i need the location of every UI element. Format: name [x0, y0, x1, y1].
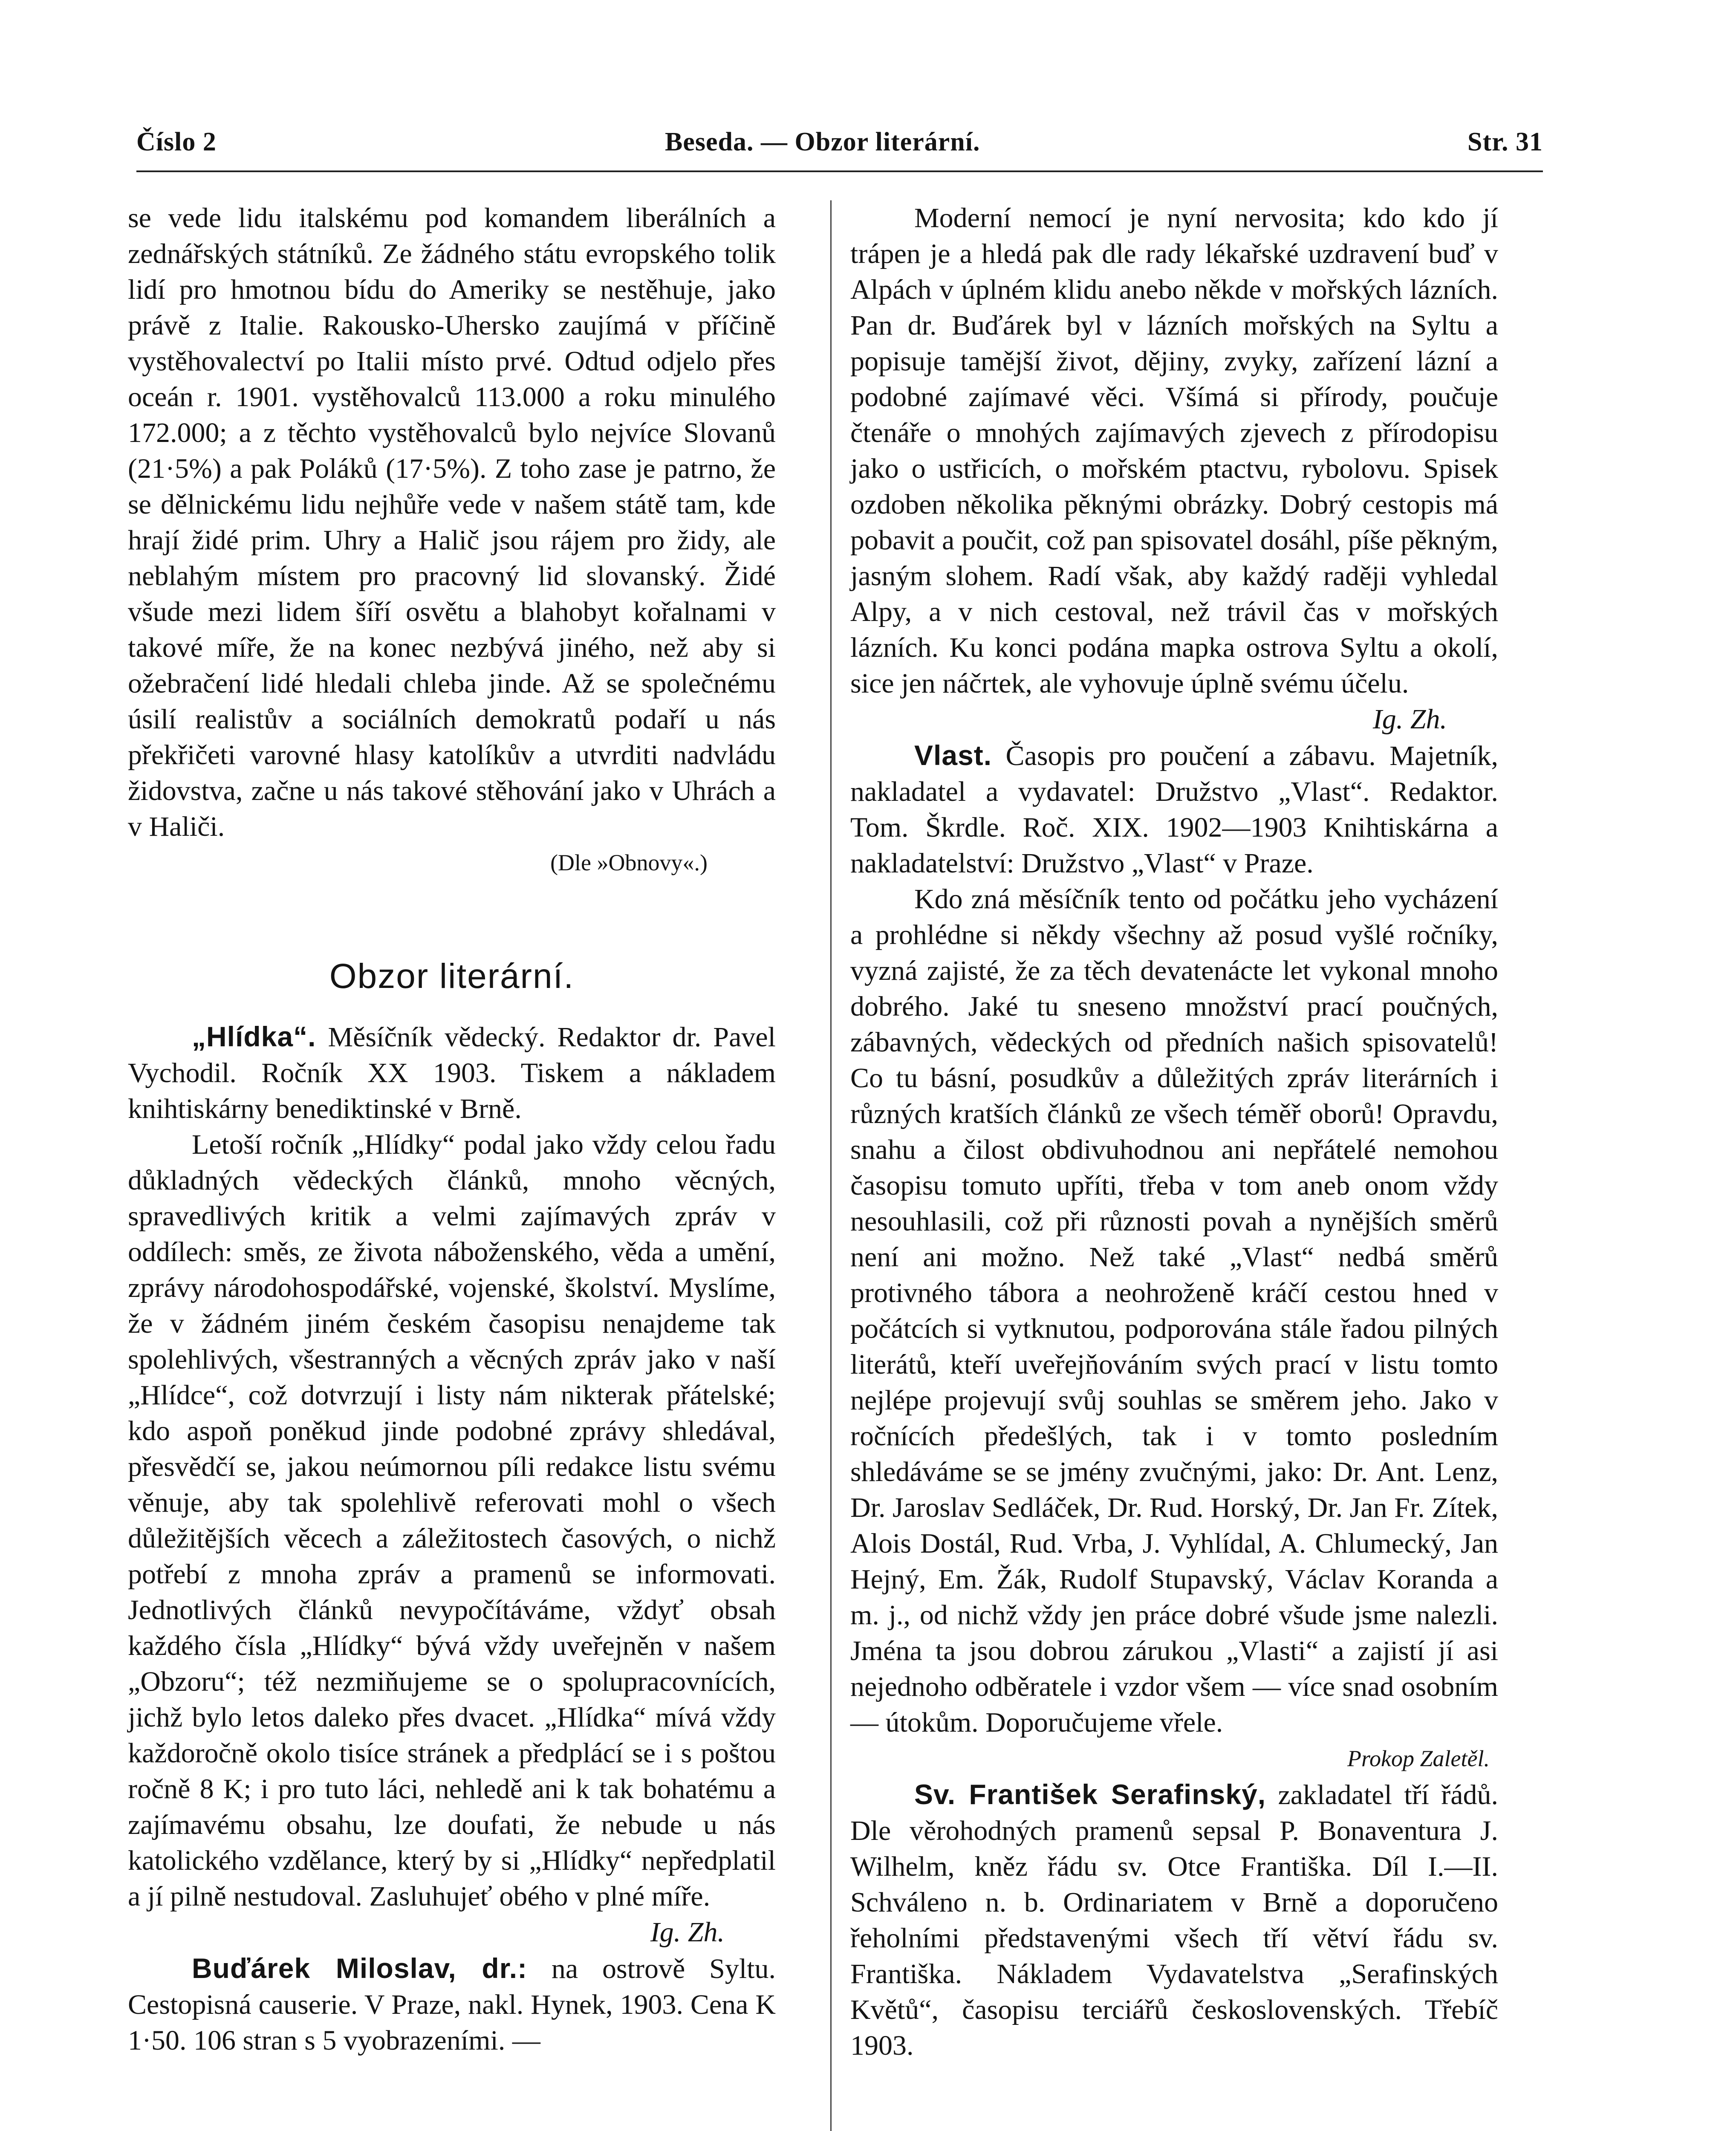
- budarek-review-heading: [128, 1950, 776, 2059]
- right-column: [850, 200, 1498, 2064]
- hlidka-title: „Hlídka“.: [192, 1021, 316, 1052]
- vlast-title: Vlast.: [914, 739, 992, 771]
- hlidka-intro: Měsíčník vědecký. Redaktor dr. Pavel Vychodil. Ročník XX 1903. Tiskem a nákladem knihtiskárny benediktinské v Brně.: [128, 1022, 776, 1124]
- emigration-paragraph: se vede lidu italskému pod komandem liberálních a zednářských státníků. Ze žádného státu evropského tolik lidí pro hmotnou bídu do Ameriky se nestěhuje, jako právě z Italie. Rakousko-Uhersko zaujímá v příčině vystěhovalectví po Italii místo prvé. Odtud odjelo přes oceán r. 1901. vystěhovalců 113.000 a roku minulého 172.000; a z těchto vystěhovalců bylo nejvíce Slovanů (21·5%) a pak Poláků (17·5%). Z toho zase je patrno, že se dělnickému lidu nejhůře vede v našem státě tam, kde hrají židé prim. Uhry a Halič jsou rájem pro židy, ale neblahým místem pro pracovný lid slovanský. Židé všude mezi lidem šíří osvětu a blahobyt kořalnami v takové míře, že na konec nezbývá jiného, než aby si ožebračení lidé hledali chleba jinde. Až se společnému úsilí realistův a sociálních demokratů podaří u nás překřičeti varovné hlasy katolíkův a utvrditi nadvládu židovstva, začne u nás takové stěhování jako v Uhrách a v Haliči.: [128, 202, 776, 842]
- left-column: [128, 200, 776, 2059]
- frantisek-title: Sv. František Serafinský,: [914, 1779, 1266, 1810]
- budarek-title: Buďárek Miloslav, dr.:: [192, 1952, 528, 1984]
- budarek-review-body: Moderní nemocí je nyní nervosita; kdo kdo jí trápen je a hledá pak dle rady lékařské uzdravení buď v Alpách v úplném klidu anebo někde v mořských lázních. Pan dr. Buďárek byl v lázních mořských na Syltu a popisuje tamější život, dějiny, zvyky, zařízení lázní a podobné zajímavé věci. Všímá si přírody, poučuje čtenáře o mnohých zajímavých zjevech z přírodopisu jako o ustřicích, o mořském ptactvu, rybolovu. Spisek ozdoben několika pěknými obrázky. Dobrý cestopis má pobavit a poučit, což pan spisovatel dosáhl, píše pěkným, jasným slohem. Radí však, aby každý raději vyhledal Alpy, a v nich cestoval, než trávil čas v mořských lázních. Ku konci podána mapka ostrova Syltu a okolí, sice jen náčrtek, ale vyhovuje úplně svému účelu.: [850, 202, 1498, 699]
- vlast-signature: Prokop Zaletěl.: [1347, 1746, 1490, 1771]
- vlast-review-body: Kdo zná měsíčník tento od počátku jeho vycházení a prohlédne si někdy všechny až posud vyšlé ročníky, vyzná zajisté, že za těch devatenácte let vykonal mnoho dobrého. Jaké tu sneseno množství prací poučných, zábavných, vědeckých od předních našich spisovatelů! Co tu básní, posudkův a důležitých zpráv literárních i různých kratších článků ze všech téměř oborů! Opravdu, snahu a čilost obdivuhodnou ani nepřátelé nemohou časopisu tomuto upříti, třeba v tom aneb onom vždy nesouhlasili, což při různosti povah a nynějších směrů není ani možno. Než také „Vlast“ nedbá směrů protivného tábora a neohroženě kráčí cestou hned v počátcích si vytknutou, podporována stále řadou pilných literátů, kteří uveřejňováním svých prací v listu tomto nejlépe projevují svůj souhlas se směrem jeho. Jako v ročnících předešlých, tak i v tomto posledním shledáváme se se jmény zvučnými, jako: Dr. Ant. Lenz, Dr. Jaroslav Sedláček, Dr. Rud. Horský, Dr. Jan Fr. Zítek, Alois Dostál, Rud. Vrba, J. Vyhlídal, A. Chlumecký, Jan Hejný, Em. Žák, Rudolf Stupavský, Václav Koranda a m. j., od nichž vždy jen práce dobré všude jsme nalezli. Jména ta jsou dobrou zárukou „Vlasti“ a zajistí jí asi nejednoho odběratele i vzdor všem — více snad osobním — útokům. Doporučujeme vřele.: [850, 884, 1498, 1738]
- source-citation: (Dle »Obnovy«.): [550, 850, 708, 875]
- page-number: Str. 31: [1467, 127, 1543, 156]
- frantisek-review: [850, 1776, 1498, 2064]
- section-title: Obzor literární.: [329, 957, 575, 996]
- page-header: [136, 124, 1543, 172]
- budarek-signature: Ig. Zh.: [1372, 704, 1447, 735]
- issue-number: Číslo 2: [136, 127, 217, 156]
- frantisek-intro: zakladatel tří řádů. Dle věrohodných pramenů sepsal P. Bonaventura J. Wilhelm, kněz řádu sv. Otce Františka. Díl I.—II. Schváleno n. b. Ordinariatem v Brně a doporučeno řeholními představenými všech tří větví řádu sv. Františka. Nákladem Vydavatelstva „Serafinských Květů“, časopisu terciářů československých. Třebíč 1903.: [850, 1779, 1499, 2061]
- budarek-intro: na ostrově Syltu. Cestopisná causerie. V Praze, nakl. Hynek, 1903. Cena K 1·50. 106 stran s 5 vyobrazeními. —: [128, 1953, 776, 2056]
- vlast-review-heading: [850, 737, 1498, 881]
- hlidka-review-body: Letoší ročník „Hlídky“ podal jako vždy celou řadu důkladných vědeckých článků, mnoho věcných, spravedlivých kritik a velmi zajímavých zpráv v oddílech: směs, ze života náboženského, věda a umění, zprávy národohospodářské, vojenské, školství. Myslíme, že v žádném jiném českém časopisu nenajdeme tak spolehlivých, všestranných a věcných zpráv jako v naší „Hlídce“, což dotvrzují i listy nám nikterak přátelské; kdo aspoň poněkud jinde podobné zprávy shledával, přesvědčí se, jakou neúmornou píli redakce listu svému věnuje, aby tak spolehlivě referovati mohl o všech důležitějších věcech a záležitostech časových, o nichž potřebí z mnoha zpráv a pramenů se informovati. Jednotlivých článků nevypočítáváme, vždyť obsah každého čísla „Hlídky“ bývá vždy uveřejněn v našem „Obzoru“; též nezmiňujeme se o spolupracovnících, jichž bylo letos daleko přes dvacet. „Hlídka“ mívá vždy každoročně okolo tisíce stránek a předplácí se i s poštou ročně 8 K; i pro tuto láci, nehledě ani k tak bohatému a zajímavému obsahu, lze doufati, že nebude u nás katolického vzdělance, který by si „Hlídky“ nepředplatil a jí pilně nestudoval. Zasluhujeť obého v plné míře.: [128, 1129, 776, 1912]
- hlidka-signature: Ig. Zh.: [650, 1917, 725, 1948]
- running-title: Beseda. — Obzor literární.: [665, 127, 980, 156]
- vlast-intro: Časopis pro poučení a zábavu. Majetník, nakladatel a vydavatel: Družstvo „Vlast“. Redaktor. Tom. Škrdle. Roč. XIX. 1902—1903 Knihtiskárna a nakladatelství: Družstvo „Vlast“ v Praze.: [850, 740, 1498, 879]
- column-divider: [830, 200, 832, 2131]
- hlidka-review-heading: [128, 1019, 776, 1127]
